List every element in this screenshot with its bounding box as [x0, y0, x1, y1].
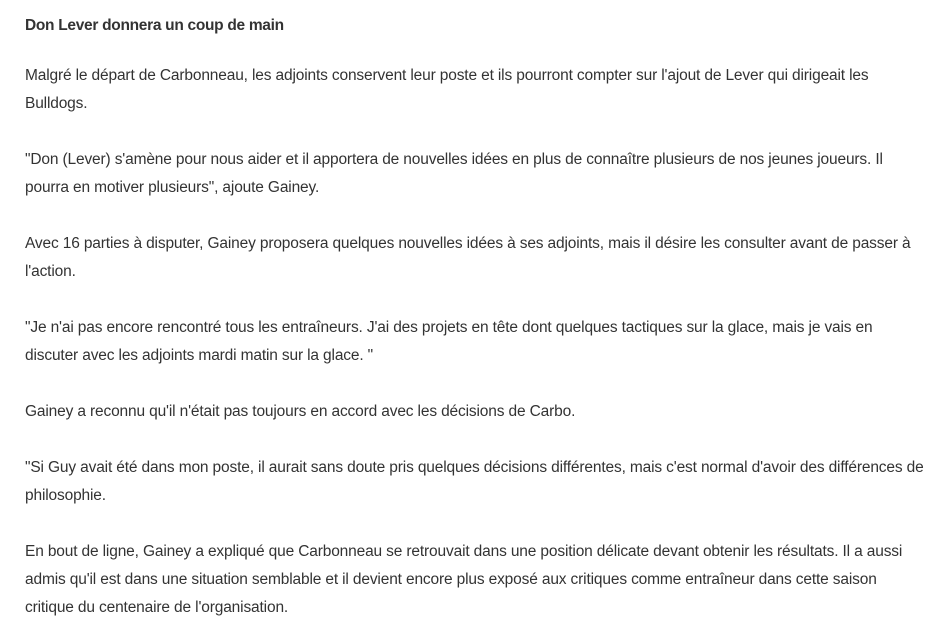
paragraph-coaches-quote: "Je n'ai pas encore rencontré tous les entraîneurs. J'ai des projets en tête dont quelques tactiques sur la glace, mais je vais en discuter avec les adjoints mardi matin sur la glace. " [25, 319, 873, 364]
article-subheading: Don Lever donnera un coup de main [25, 17, 284, 34]
paragraph-carbonneau-departure: Malgré le départ de Carbonneau, les adjoints conservent leur poste et ils pourront compter sur l'ajout de Lever qui dirigeait les Bulldogs. [25, 67, 869, 112]
paragraph-philosophy-quote: "Si Guy avait été dans mon poste, il aurait sans doute pris quelques décisions différentes, mais c'est normal d'avoir des différences de philosophie. [25, 459, 924, 504]
paragraph-conclusion: En bout de ligne, Gainey a expliqué que Carbonneau se retrouvait dans une position délicate devant obtenir les résultats. Il a aussi admis qu'il est dans une situation semblable et il devient encore plus exposé aux critiques comme entraîneur dans cette saison critique du centenaire de l'organisation. [25, 543, 903, 616]
paragraph-sixteen-games: Avec 16 parties à disputer, Gainey proposera quelques nouvelles idées à ses adjoints, mais il désire les consulter avant de passer à l'action. [25, 235, 911, 280]
paragraph-disagreement: Gainey a reconnu qu'il n'était pas toujours en accord avec les décisions de Carbo. [25, 403, 576, 420]
paragraph-lever-quote: "Don (Lever) s'amène pour nous aider et il apportera de nouvelles idées en plus de connaître plusieurs de nos jeunes joueurs. Il pourra en motiver plusieurs", ajoute Gainey. [25, 151, 883, 196]
